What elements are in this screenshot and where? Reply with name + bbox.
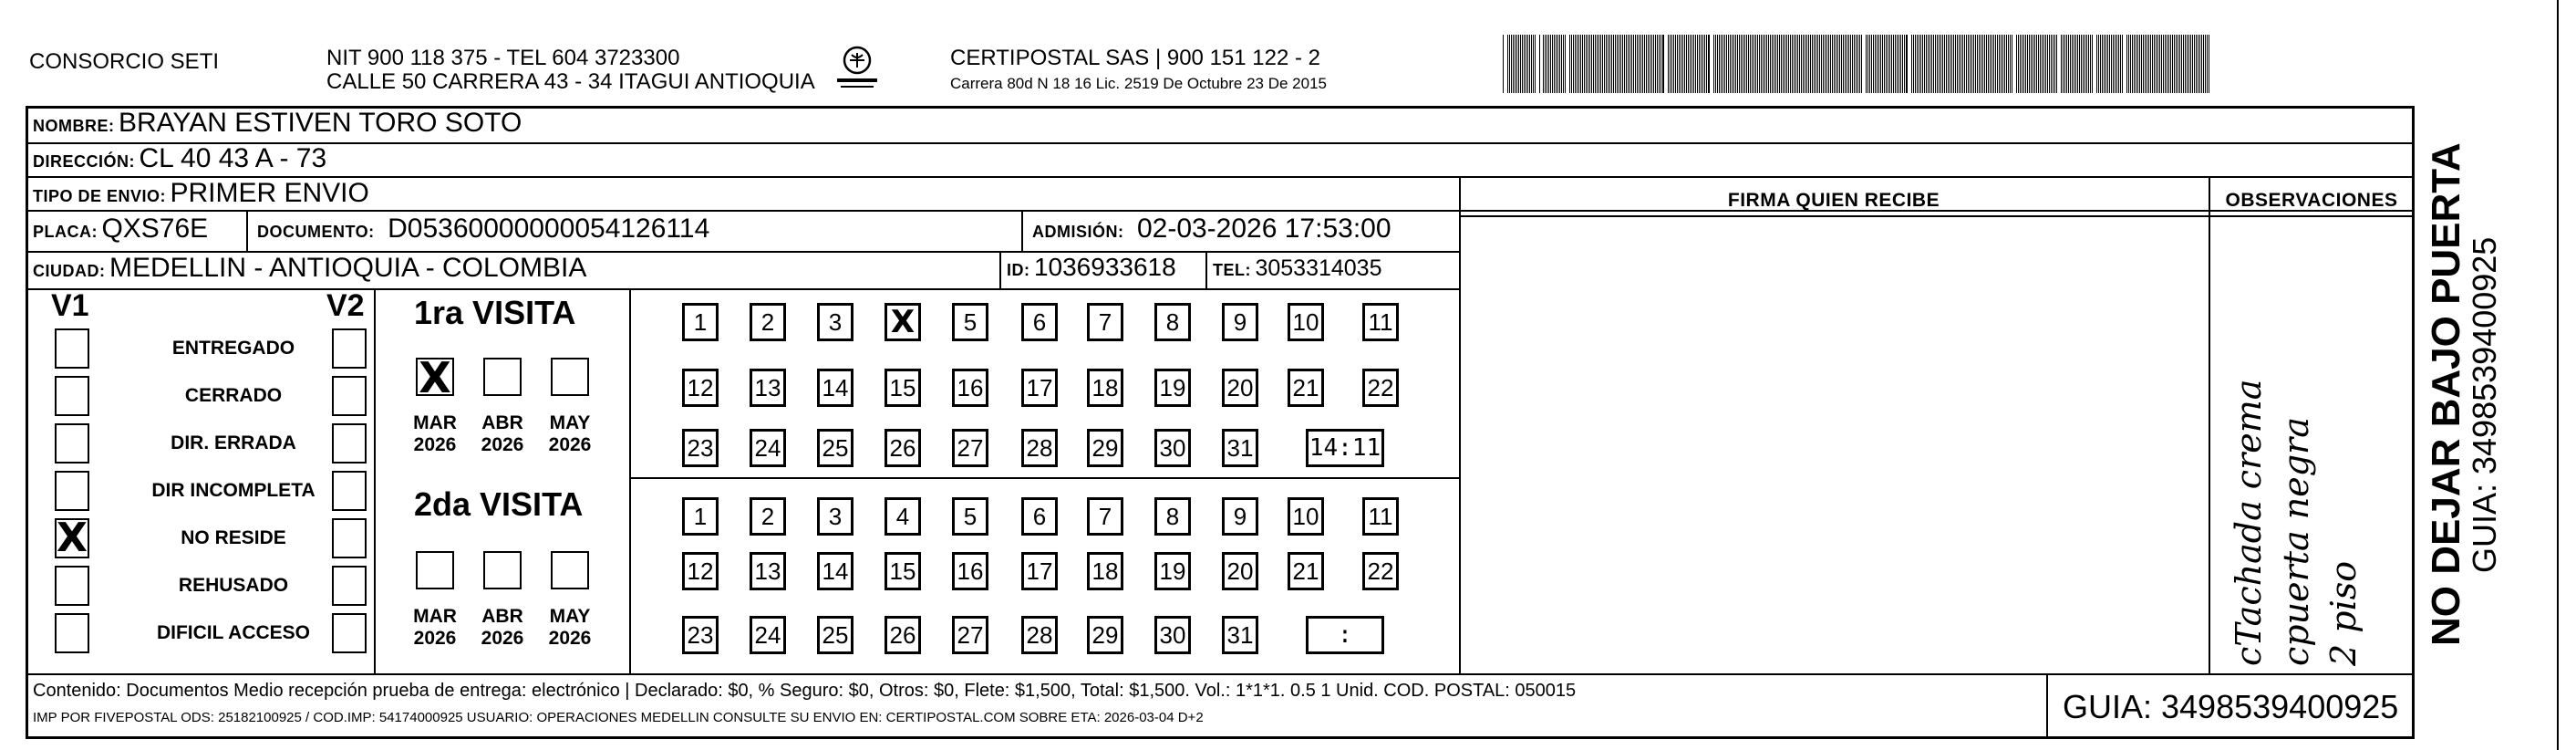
nombre-label: NOMBRE:: [33, 117, 115, 135]
first-visit-title: 1ra VISITA: [414, 294, 576, 331]
footer-guia: GUIA: 3498539400925: [2063, 688, 2399, 725]
nit-line: NIT 900 118 375 - TEL 604 3723300: [326, 46, 680, 70]
placa-row: [33, 214, 208, 245]
day-box[interactable]: 5: [952, 497, 988, 536]
status-label: REHUSADO: [178, 575, 289, 596]
id-value: 1036933618: [1033, 253, 1176, 281]
admision-label: ADMISIÓN:: [1032, 223, 1124, 241]
v1-checkbox[interactable]: [55, 376, 89, 416]
day-box[interactable]: 31: [1222, 429, 1258, 467]
day-box[interactable]: 19: [1154, 369, 1191, 407]
month-checkbox[interactable]: X: [416, 358, 454, 396]
certipostal-line-2: Carrera 80d N 18 16 Lic. 2519 De Octubre 23 De 2015: [950, 75, 1327, 92]
day-box[interactable]: 20: [1222, 369, 1258, 407]
day-box[interactable]: 17: [1021, 552, 1058, 590]
v2-checkbox[interactable]: [332, 566, 367, 606]
v2-checkbox[interactable]: [332, 328, 367, 369]
placa-value: QXS76E: [101, 214, 209, 244]
day-box[interactable]: 2: [750, 303, 786, 341]
v2-checkbox[interactable]: [332, 471, 367, 511]
certipostal-logo-icon: [832, 42, 883, 97]
day-box[interactable]: 16: [952, 369, 988, 407]
side-guia: GUIA: 3498539400925: [2466, 236, 2503, 573]
day-box[interactable]: 4: [885, 497, 921, 536]
day-box[interactable]: 9: [1222, 497, 1258, 536]
day-box[interactable]: 15: [885, 552, 921, 590]
day-box[interactable]: 26: [885, 616, 921, 654]
v2-checkbox[interactable]: [332, 613, 367, 653]
day-box[interactable]: 28: [1021, 429, 1058, 467]
month-label: ABR 2026: [481, 412, 524, 455]
day-box[interactable]: 30: [1154, 429, 1191, 467]
v1-checkbox[interactable]: X: [55, 518, 89, 558]
v1-checkbox[interactable]: [55, 613, 89, 653]
status-label: DIR INCOMPLETA: [151, 480, 316, 501]
day-box[interactable]: 30: [1154, 616, 1191, 654]
documento-field: [257, 214, 709, 245]
day-box[interactable]: 27: [952, 616, 988, 654]
day-box[interactable]: 9: [1222, 303, 1258, 341]
v2-label: V2: [326, 288, 365, 323]
day-box[interactable]: 15: [885, 369, 921, 407]
day-box[interactable]: 16: [952, 552, 988, 590]
day-box[interactable]: 6: [1021, 303, 1058, 341]
day-box[interactable]: 18: [1087, 552, 1123, 590]
day-box[interactable]: 11: [1362, 303, 1399, 341]
documento-label: DOCUMENTO:: [257, 223, 375, 241]
day-box[interactable]: 18: [1087, 369, 1123, 407]
month-label: ABR 2026: [481, 606, 524, 649]
v2-checkbox[interactable]: [332, 423, 367, 464]
footer-imp-line: IMP POR FIVEPOSTAL ODS: 25182100925 / COD.IMP: 54174000925 USUARIO: OPERACIONES MEDELLIN CONSULTE SU ENVIO EN: CERTIPOSTAL.COM SOBRE ETA: 2026-03-04 D+2: [33, 710, 1204, 725]
status-label: ENTREGADO: [171, 338, 295, 359]
day-box[interactable]: 19: [1154, 552, 1191, 590]
month-label: MAR 2026: [413, 606, 457, 649]
status-label: NO RESIDE: [181, 527, 286, 548]
nombre-value: BRAYAN ESTIVEN TORO SOTO: [118, 108, 522, 138]
direccion-row: [33, 143, 326, 174]
day-box[interactable]: 8: [1154, 303, 1191, 341]
tel-value: 3053314035: [1255, 255, 1382, 281]
day-box[interactable]: 7: [1087, 303, 1123, 341]
day-box[interactable]: 8: [1154, 497, 1191, 536]
day-box[interactable]: X: [885, 303, 921, 341]
day-box[interactable]: 7: [1087, 497, 1123, 536]
day-box[interactable]: 11: [1362, 497, 1399, 536]
nombre-row: [33, 108, 522, 139]
v2-checkbox[interactable]: [332, 376, 367, 416]
barcode: [1503, 35, 2214, 97]
time-box[interactable]: 14:11: [1306, 429, 1384, 467]
obs-line-2: cpuerta negra: [2276, 417, 2316, 666]
status-label: DIR. ERRADA: [171, 432, 296, 453]
day-box[interactable]: 2: [750, 497, 786, 536]
month-checkbox[interactable]: [483, 358, 522, 396]
id-field: [1007, 253, 1176, 282]
day-box[interactable]: 12: [682, 552, 719, 590]
day-box[interactable]: 6: [1021, 497, 1058, 536]
day-box[interactable]: 10: [1288, 303, 1324, 341]
day-box[interactable]: 22: [1362, 369, 1399, 407]
footer-contenido: Contenido: Documentos Medio recepción prueba de entrega: electrónico | Declarado: $0, % Seguro: $0, Otros: $0, Flete: $1,500, Total: $1,500. Vol.: 1*1*1. 0.5 1 Unid. COD. POSTAL: 050015: [33, 681, 1577, 701]
day-box[interactable]: 3: [817, 497, 853, 536]
placa-label: PLACA:: [33, 223, 98, 241]
status-label: CERRADO: [184, 385, 283, 406]
month-label: MAY 2026: [548, 606, 592, 649]
month-checkbox[interactable]: [551, 358, 589, 396]
v1-checkbox[interactable]: [55, 423, 89, 464]
tipo-envio-row: [33, 178, 369, 209]
day-box[interactable]: 31: [1222, 616, 1258, 654]
day-box[interactable]: 20: [1222, 552, 1258, 590]
ciudad-label: CIUDAD:: [33, 262, 106, 280]
month-label: MAY 2026: [548, 412, 592, 455]
day-box[interactable]: 23: [682, 616, 719, 654]
day-box[interactable]: 21: [1288, 552, 1324, 590]
firma-label: FIRMA QUIEN RECIBE: [1727, 190, 1940, 211]
observaciones-label: OBSERVACIONES: [2225, 190, 2398, 211]
tipo-envio-label: TIPO DE ENVIO:: [33, 187, 167, 205]
v1-label: V1: [51, 288, 89, 323]
tipo-envio-value: PRIMER ENVIO: [170, 178, 369, 208]
ciudad-value: MEDELLIN - ANTIOQUIA - COLOMBIA: [109, 253, 587, 283]
day-box[interactable]: 24: [750, 616, 786, 654]
day-box[interactable]: 14: [817, 369, 853, 407]
tel-label: TEL:: [1213, 261, 1251, 279]
obs-line-3: 2 piso: [2323, 560, 2364, 666]
day-box[interactable]: 29: [1087, 429, 1123, 467]
day-box[interactable]: 23: [682, 429, 719, 467]
v2-checkbox[interactable]: [332, 518, 367, 558]
second-visit-title: 2da VISITA: [414, 485, 584, 523]
day-box[interactable]: 27: [952, 429, 988, 467]
day-box[interactable]: 21: [1288, 369, 1324, 407]
month-checkbox[interactable]: [483, 551, 522, 589]
direccion-value: CL 40 43 A - 73: [139, 143, 327, 173]
documento-value: D05360000000054126114: [388, 214, 710, 244]
day-box[interactable]: 14: [817, 552, 853, 590]
v1-checkbox[interactable]: [55, 566, 89, 606]
day-box[interactable]: 24: [750, 429, 786, 467]
status-label: DIFICIL ACCESO: [156, 622, 310, 643]
day-box[interactable]: 13: [750, 369, 786, 407]
day-box[interactable]: 12: [682, 369, 719, 407]
ciudad-row: [33, 253, 586, 284]
day-box[interactable]: 1: [682, 497, 719, 536]
day-box[interactable]: 28: [1021, 616, 1058, 654]
side-title: NO DEJAR BAJO PUERTA: [2424, 142, 2468, 646]
day-box[interactable]: 22: [1362, 552, 1399, 590]
day-box[interactable]: 26: [885, 429, 921, 467]
certipostal-line-1: CERTIPOSTAL SAS | 900 151 122 - 2: [950, 46, 1320, 70]
tel-field: [1213, 255, 1382, 282]
month-checkbox[interactable]: [416, 551, 454, 589]
day-box[interactable]: 13: [750, 552, 786, 590]
day-box[interactable]: 25: [817, 616, 853, 654]
observaciones-handwritten: [2225, 380, 2367, 666]
direccion-label: DIRECCIÓN:: [33, 152, 135, 171]
day-box[interactable]: 5: [952, 303, 988, 341]
day-box[interactable]: 10: [1288, 497, 1324, 536]
day-box[interactable]: 17: [1021, 369, 1058, 407]
v1-checkbox[interactable]: [55, 328, 89, 369]
address-line: CALLE 50 CARRERA 43 - 34 ITAGUI ANTIOQUIA: [326, 69, 815, 94]
v1-checkbox[interactable]: [55, 471, 89, 511]
month-checkbox[interactable]: [551, 551, 589, 589]
month-label: MAR 2026: [413, 412, 457, 455]
day-box[interactable]: 25: [817, 429, 853, 467]
admision-value: 02-03-2026 17:53:00: [1136, 214, 1391, 244]
day-box[interactable]: 29: [1087, 616, 1123, 654]
id-label: ID:: [1007, 261, 1030, 279]
time-box[interactable]: :: [1306, 616, 1384, 654]
obs-line-1: cTachada crema: [2229, 379, 2269, 666]
company-name: CONSORCIO SETI: [29, 49, 220, 74]
day-box[interactable]: 3: [817, 303, 853, 341]
admision-field: [1032, 214, 1391, 245]
day-box[interactable]: 1: [682, 303, 719, 341]
